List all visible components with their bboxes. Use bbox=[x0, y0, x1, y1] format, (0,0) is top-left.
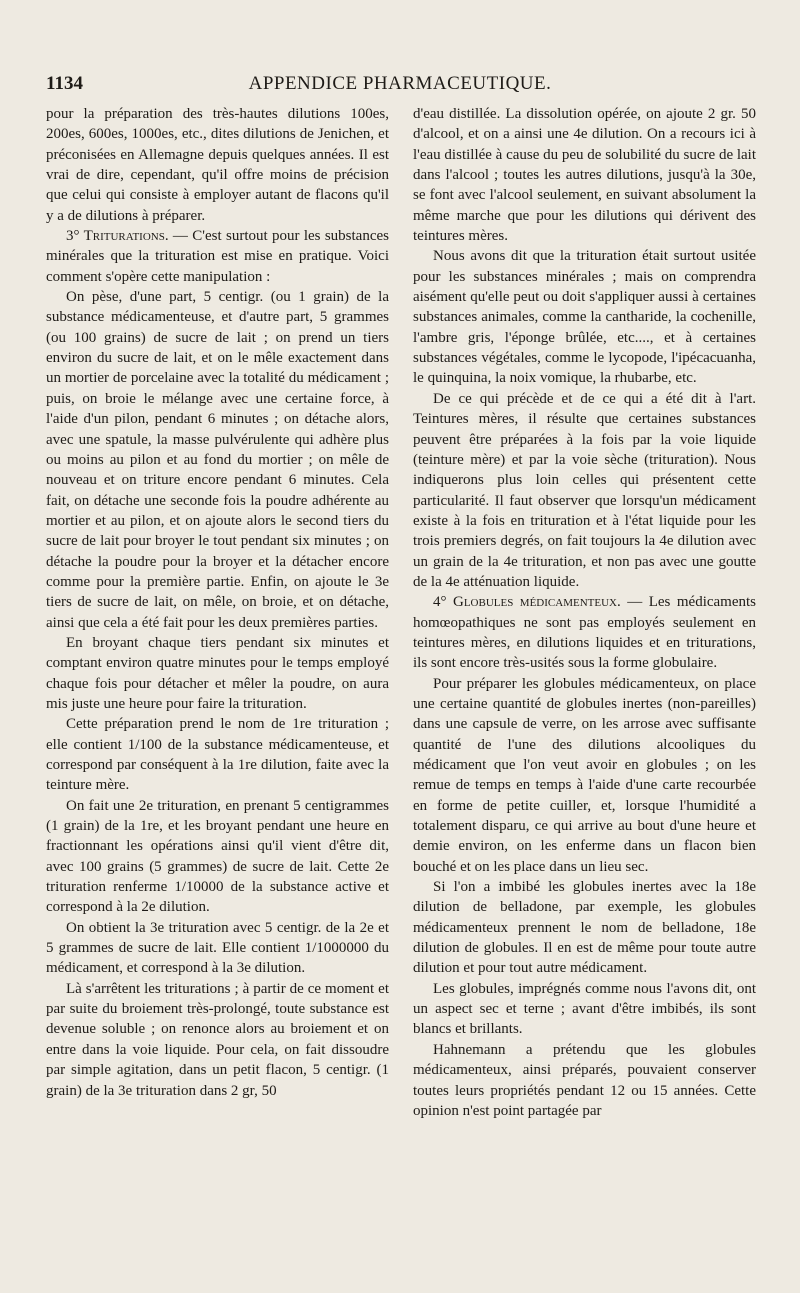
paragraph: On fait une 2e trituration, en prenant 5 centigrammes (1 grain) de la 1re, et les broyant pendant une heure en fractionnant les opérations ainsi qu'il vient d'être dit, avec 100 grains (5 grammes) de sucre de lait. Cette 2e trituration renferme 1/10000 de la substance active et correspond à la 2e dilution. bbox=[46, 797, 389, 916]
paragraph-triturations bbox=[46, 226, 389, 287]
text-columns bbox=[46, 104, 756, 1269]
paragraph: On pèse, d'une part, 5 centigr. (ou 1 grain) de la substance médicamenteuse, et d'autre part, 5 grammes (ou 100 grains) de sucre de lait ; on prend un tiers environ du sucre de lait, et on le mêle exactement dans un mortier de porcelaine avec la totalité du médicament ; puis, on broie le mélange avec une certaine force, à l'aide d'un pilon, pendant 6 minutes ; on détache alors, avec une spatule, la masse pulvérulente qui adhère plus ou moins au pilon et au fond du mortier ; on mêle de nouveau et on triture encore pendant 6 minutes. Cela fait, on détache une seconde fois la poudre adhérente au mortier et au pilon, et on ajoute alors le second tiers du sucre de lait pour broyer le tout pendant six minutes ; on détache la poudre pour la broyer et la détacher encore comme pour la première partie. Enfin, on ajoute le 3e tiers de sucre de lait, on mêle, on broie, et on détache, ainsi que cela a été fait pour les deux premières parties. bbox=[46, 289, 389, 631]
section-text: — Les médicaments homœopathiques ne sont pas employés seulement en teintures mères, en dilutions liquides et en triturations, ils sont encore très-usités sous la forme globulaire. bbox=[413, 594, 756, 672]
running-head bbox=[46, 70, 754, 98]
paragraph: Pour préparer les globules médicamenteux, on place une certaine quantité de globules inertes (non-pareilles) dans une capsule de verre, on les arrose avec suffisante quantité de l'une des dilutions alcooliques du médicament que l'on veut avoir en globules ; on les remue de temps en temps à l'aide d'une carte recourbée en forme de petite cuiller, et, lorsque l'humidité a totalement disparu, ce qui arrive au bout d'une heure et demie environ, on les enferme dans un flacon bien bouché et on les place dans un lieu sec. bbox=[413, 675, 756, 875]
paragraph: Nous avons dit que la trituration était surtout usitée pour les substances minérales ; mais on comprendra aisément qu'elle peut ou doit s'appliquer aussi à certaines substances animales, comme la cantharide, la cochenille, l'ambre gris, l'éponge brûlée, etc...., et à certaines substances végétales, comme le lycopode, l'ipécacuanha, le quinquina, la noix vomique, la rhubarbe, etc. bbox=[413, 248, 756, 387]
paragraph: En broyant chaque tiers pendant six minutes et comptant environ quatre minutes pour le temps employé chaque fois pour détacher et mêler la poudre, on aura mis juste une heure pour faire la trituration. bbox=[46, 634, 389, 712]
paragraph: Si l'on a imbibé les globules inertes avec la 18e dilution de belladone, par exemple, les globules médicamenteux prennent le nom de belladone, 18e dilution de globules. Il en est de même pour toute autre dilution et pour tout autre médicament. bbox=[413, 879, 756, 977]
paragraph: Là s'arrêtent les triturations ; à partir de ce moment et par suite du broiement très-prolongé, toute substance est devenue soluble ; on renonce alors au broiement et on entre dans la voie liquide. Pour cela, on fait dissoudre par simple agitation, dans un petit flacon, 5 centigr. (1 grain) de la 3e trituration dans 2 gr, 50 bbox=[46, 980, 389, 1099]
section-text: — C'est surtout pour les substances minérales que la trituration est mise en pratique. Voici comment s'opère cette manipulation : bbox=[46, 228, 389, 285]
paragraph: pour la préparation des très-hautes dilutions 100es, 200es, 600es, 1000es, etc., dites dilutions de Jenichen, et préconisées en Allemagne depuis quelques années. Il est vrai de dire, cependant, qu'il offre moins de précision que celui qui consiste à employer autant de flacons qu'il y a de dilutions à préparer. bbox=[46, 106, 389, 224]
section-heading: 4° Globules médicamenteux. bbox=[433, 594, 621, 611]
paragraph-globules bbox=[413, 592, 756, 673]
paragraph: Les globules, imprégnés comme nous l'avons dit, ont un aspect sec et terne ; avant d'être imbibés, ils sont blancs et brillants. bbox=[413, 980, 756, 1038]
section-heading: 3° Triturations. bbox=[66, 228, 169, 245]
page-number: 1134 bbox=[46, 73, 83, 94]
right-column bbox=[413, 104, 756, 1269]
running-title: APPENDICE PHARMACEUTIQUE. bbox=[248, 73, 552, 94]
paragraph: De ce qui précède et de ce qui a été dit à l'art. Teintures mères, il résulte que certaines substances peuvent être préparées à la fois par la voie liquide (teinture mère) et par la voie sèche (trituration). Nous indiquerons plus loin celles qui présentent cette particularité. Il faut observer que lorsqu'un médicament existe à la fois en trituration et à l'état liquide pour les trois premiers degrés, on fait toujours la 4e dilution avec un grain de la 4e trituration, et non pas avec une goutte de la 4e atténuation liquide. bbox=[413, 390, 756, 590]
paragraph: Hahnemann a prétendu que les globules médicamenteux, ainsi préparés, pouvaient conserver toutes leurs propriétés pendant 12 ou 15 années. Cette opinion n'est point partagée par bbox=[413, 1041, 756, 1119]
paragraph: Cette préparation prend le nom de 1re trituration ; elle contient 1/100 de la substance médicamenteuse, et correspond par conséquent à la 1re dilution, faite avec la teinture mère. bbox=[46, 716, 389, 794]
paragraph: On obtient la 3e trituration avec 5 centigr. de la 2e et 5 grammes de sucre de lait. Elle contient 1/1000000 du médicament, et correspond à la 3e dilution. bbox=[46, 919, 389, 977]
left-column bbox=[46, 104, 389, 1269]
paragraph: d'eau distillée. La dissolution opérée, on ajoute 2 gr. 50 d'alcool, et on a ainsi une 4e dilution. On a recours ici à l'eau distillée à cause du peu de solubilité du sucre de lait dans l'alcool ; toutes les autres dilutions, jusqu'à la 30e, se font avec l'alcool seulement, en suivant absolument la même marche que pour les dilutions qui dérivent des teintures mères. bbox=[413, 106, 756, 245]
